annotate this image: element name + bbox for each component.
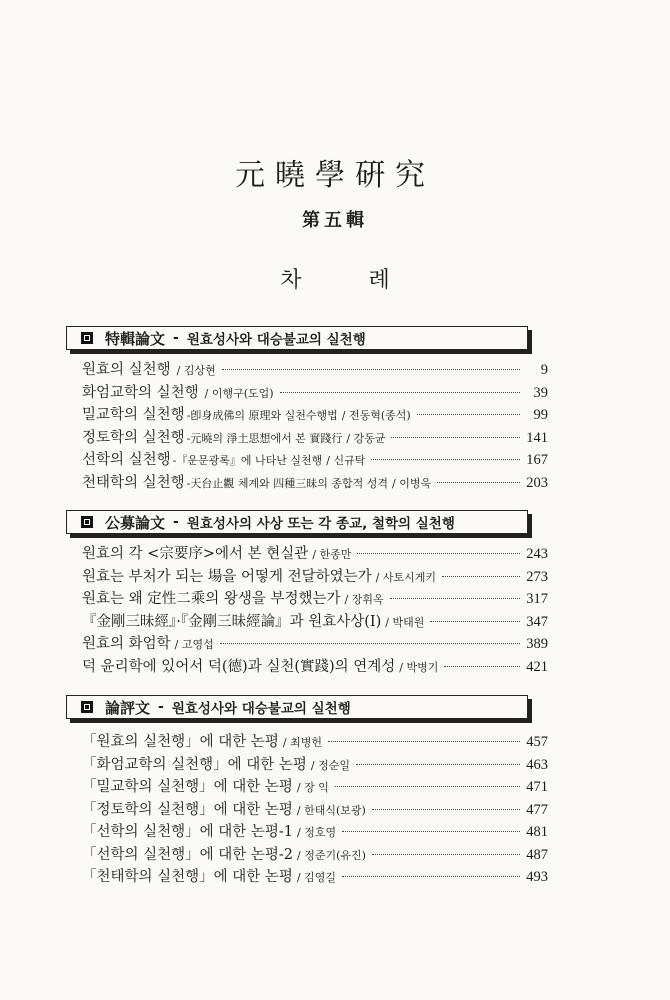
toc-entry[interactable] — [82, 865, 548, 888]
entry-author: / 박병기 — [399, 660, 439, 674]
section-dash: - — [173, 514, 179, 530]
section-title: 特輯論文 — [105, 329, 166, 348]
entry-title: 원효는 왜 定性二乘의 왕생을 부정했는가 — [82, 591, 341, 607]
toc-list-review — [82, 730, 548, 888]
entry-author: / 정순일 — [310, 758, 351, 772]
entry-author: / 정호영 — [297, 826, 337, 839]
entry-author: / 신규탁 — [326, 454, 366, 467]
dot-leader — [342, 876, 520, 877]
contents-heading: 차 례 — [280, 268, 420, 293]
dot-leader — [335, 786, 520, 787]
dot-leader — [430, 621, 520, 622]
section-dash: - — [173, 330, 179, 346]
section-title: 公募論文 — [105, 513, 166, 532]
section-subtitle: 원효성사와 대승불교의 실천행 — [171, 701, 351, 717]
dot-leader — [417, 414, 520, 415]
toc-entry[interactable] — [82, 587, 548, 610]
entry-page: 477 — [526, 801, 548, 818]
toc-entry[interactable] — [82, 448, 548, 471]
entry-title: 「밀교학의 실천행」에 대한 논평 — [82, 779, 293, 795]
entry-author: / 이행구(도업) — [204, 386, 274, 400]
filled-square-icon — [81, 332, 93, 344]
entry-title: 선학의 실천행 — [82, 452, 171, 468]
entry-author: / 장휘옥 — [344, 593, 384, 606]
dot-leader — [442, 576, 520, 577]
dot-leader — [342, 831, 520, 832]
entry-page: 317 — [526, 591, 548, 607]
section-header-open-call — [66, 510, 528, 534]
entry-author: / 김영길 — [296, 871, 337, 884]
entry-page: 481 — [526, 824, 548, 840]
toc-entry[interactable] — [82, 655, 548, 678]
entry-title: 「선학의 실천행」에 대한 논평-2 — [82, 846, 294, 863]
dot-leader — [280, 392, 520, 393]
entry-page: 39 — [533, 384, 548, 401]
entry-page: 273 — [526, 568, 548, 585]
entry-page: 203 — [526, 474, 548, 491]
entry-subtitle: -卽身成佛의 原理와 실천수행법 — [186, 409, 338, 422]
entry-page: 493 — [526, 869, 548, 885]
entry-subtitle: -天台止觀 체계와 四種三昧의 종합적 성격 — [186, 476, 389, 490]
toc-list-special — [82, 358, 548, 493]
toc-entry[interactable] — [82, 358, 548, 381]
journal-title: 元曉學硏究 — [235, 158, 435, 193]
toc-entry[interactable] — [82, 730, 548, 753]
entry-author: / 전동혁(종석) — [341, 409, 411, 422]
entry-title: 정토학의 실천행 — [82, 429, 185, 446]
dot-leader — [437, 482, 520, 483]
entry-title: 원효의 화엄학 — [82, 636, 171, 652]
entry-title: 화엄교학의 실천행 — [82, 384, 199, 401]
section-header-review — [66, 695, 528, 719]
entry-title: 「선학의 실천행」에 대한 논평-1 — [82, 824, 294, 840]
section-header-special — [66, 326, 528, 350]
filled-square-icon — [81, 701, 93, 713]
entry-page: 167 — [526, 452, 548, 468]
entry-author: / 사토시게키 — [375, 570, 437, 584]
filled-square-icon — [81, 516, 93, 528]
entry-author: / 이병욱 — [392, 476, 432, 490]
entry-title: 원효의 각 <宗要序>에서 본 현실관 — [82, 546, 309, 562]
section-title: 論評文 — [105, 698, 151, 717]
dot-leader — [222, 369, 520, 370]
entry-title: 「천태학의 실천행」에 대한 논평 — [82, 869, 293, 885]
entry-title: 천태학의 실천행 — [82, 474, 185, 491]
toc-entry[interactable] — [82, 610, 548, 633]
toc-entry[interactable] — [82, 753, 548, 776]
entry-page: 457 — [526, 734, 548, 750]
entry-author: / 한종만 — [312, 548, 352, 561]
toc-entry[interactable] — [82, 403, 548, 426]
toc-entry[interactable] — [82, 542, 548, 565]
entry-author: / 장 익 — [296, 781, 329, 794]
entry-title: 「화엄교학의 실천행」에 대한 논평 — [82, 756, 307, 773]
dot-leader — [391, 437, 520, 438]
entry-author: / 한태식(보광) — [296, 803, 366, 817]
entry-page: 471 — [526, 779, 548, 795]
toc-entry[interactable] — [82, 843, 548, 866]
toc-entry[interactable] — [82, 471, 548, 494]
entry-page: 389 — [526, 636, 548, 652]
entry-title: 덕 윤리학에 있어서 덕(德)과 실천(實踐)의 연계성 — [82, 658, 396, 675]
entry-title: 『金剛三昧經』·『金剛三昧經論』과 원효사상(Ⅰ) — [82, 613, 382, 630]
entry-author: / 김상현 — [176, 364, 216, 377]
dot-leader — [328, 741, 520, 742]
dot-leader — [371, 459, 520, 460]
toc-entry[interactable] — [82, 565, 548, 588]
dot-leader — [356, 764, 520, 765]
toc-entry[interactable] — [82, 381, 548, 404]
entry-author: / 박태원 — [385, 615, 425, 629]
section-subtitle: 원효성사의 사상 또는 각 종교, 철학의 실천행 — [186, 516, 455, 532]
entry-author: / 고영섭 — [174, 638, 214, 651]
toc-entry[interactable] — [82, 426, 548, 449]
toc-entry[interactable] — [82, 820, 548, 843]
dot-leader — [220, 643, 520, 644]
entry-page: 9 — [540, 362, 548, 378]
entry-author: / 정준기(유진) — [297, 848, 366, 862]
entry-page: 99 — [533, 407, 548, 423]
entry-title: 밀교학의 실천행 — [82, 407, 185, 423]
entry-title: 원효의 실천행 — [82, 362, 171, 378]
section-subtitle: 원효성사와 대승불교의 실천행 — [186, 332, 366, 348]
dot-leader — [372, 854, 520, 855]
entry-page: 141 — [526, 429, 548, 446]
toc-entry[interactable] — [82, 775, 548, 798]
entry-subtitle: -『운문광록』에 나타난 실천행 — [172, 454, 323, 467]
entry-subtitle: -元曉의 淨土思想에서 본 實踐行 — [186, 431, 343, 445]
entry-page: 421 — [526, 658, 548, 675]
dot-leader — [390, 598, 520, 599]
entry-page: 487 — [526, 846, 548, 863]
volume-label: 第五輯 — [302, 210, 368, 231]
entry-author: / 강동균 — [346, 431, 386, 445]
entry-author: / 최병헌 — [282, 736, 322, 749]
toc-entry[interactable] — [82, 798, 548, 821]
dot-leader — [357, 553, 520, 554]
entry-page: 347 — [526, 613, 548, 630]
entry-title: 「원효의 실천행」에 대한 논평 — [82, 734, 279, 750]
toc-entry[interactable] — [82, 632, 548, 655]
entry-page: 243 — [526, 546, 548, 562]
toc-list-open-call — [82, 542, 548, 677]
dot-leader — [372, 809, 520, 810]
entry-title: 원효는 부처가 되는 場을 어떻게 전달하였는가 — [82, 568, 372, 585]
entry-title: 「정토학의 실천행」에 대한 논평 — [82, 801, 293, 818]
entry-page: 463 — [526, 756, 548, 773]
dot-leader — [444, 666, 520, 667]
section-dash: - — [158, 699, 164, 715]
